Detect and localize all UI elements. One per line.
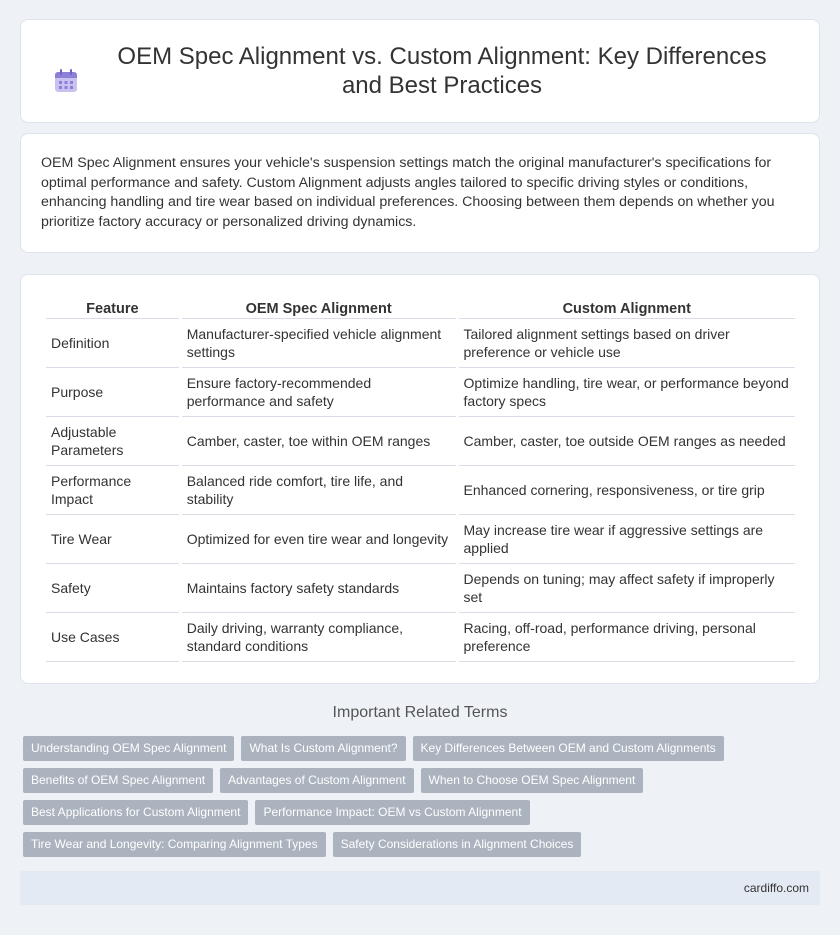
oem-cell: Optimized for even tire wear and longevity	[182, 515, 456, 564]
related-term-link[interactable]: Understanding OEM Spec Alignment	[23, 736, 234, 761]
table-row	[46, 613, 795, 662]
header-oem: OEM Spec Alignment	[182, 295, 456, 319]
related-term-link[interactable]: Advantages of Custom Alignment	[220, 768, 413, 793]
custom-cell: May increase tire wear if aggressive settings are applied	[459, 515, 795, 564]
table-row	[46, 466, 795, 515]
related-term-link[interactable]: Best Applications for Custom Alignment	[23, 800, 248, 825]
footer	[20, 871, 820, 905]
feature-cell: Adjustable Parameters	[46, 417, 179, 466]
oem-cell: Ensure factory-recommended performance and safety	[182, 368, 456, 417]
header-feature: Feature	[46, 295, 179, 319]
table-row	[46, 368, 795, 417]
title-card	[20, 19, 820, 123]
site-name[interactable]: cardiffo.com	[743, 881, 809, 895]
comparison-table	[43, 295, 798, 662]
custom-cell: Tailored alignment settings based on driver preference or vehicle use	[459, 319, 795, 368]
table-row	[46, 319, 795, 368]
related-term-link[interactable]: Performance Impact: OEM vs Custom Alignment	[255, 800, 529, 825]
related-terms-list	[23, 736, 813, 864]
related-term-link[interactable]: Benefits of OEM Spec Alignment	[23, 768, 213, 793]
feature-cell: Performance Impact	[46, 466, 179, 515]
header-custom: Custom Alignment	[459, 295, 795, 319]
page-title: OEM Spec Alignment vs. Custom Alignment: Key Differences and Best Practices	[117, 43, 767, 99]
feature-cell: Definition	[46, 319, 179, 368]
feature-cell: Tire Wear	[46, 515, 179, 564]
calendar-icon	[53, 68, 79, 94]
table-header-row	[46, 295, 795, 319]
feature-cell: Use Cases	[46, 613, 179, 662]
custom-cell: Racing, off-road, performance driving, personal preference	[459, 613, 795, 662]
comparison-card	[20, 274, 820, 684]
related-term-link[interactable]: Key Differences Between OEM and Custom Alignments	[413, 736, 724, 761]
table-row	[46, 515, 795, 564]
oem-cell: Camber, caster, toe within OEM ranges	[182, 417, 456, 466]
related-term-link[interactable]: Safety Considerations in Alignment Choices	[333, 832, 582, 857]
custom-cell: Optimize handling, tire wear, or performance beyond factory specs	[459, 368, 795, 417]
related-term-link[interactable]: When to Choose OEM Spec Alignment	[421, 768, 644, 793]
oem-cell: Manufacturer-specified vehicle alignment settings	[182, 319, 456, 368]
intro-card	[20, 133, 820, 253]
related-term-link[interactable]: What Is Custom Alignment?	[241, 736, 405, 761]
oem-cell: Maintains factory safety standards	[182, 564, 456, 613]
table-row	[46, 417, 795, 466]
custom-cell: Depends on tuning; may affect safety if improperly set	[459, 564, 795, 613]
custom-cell: Enhanced cornering, responsiveness, or tire grip	[459, 466, 795, 515]
custom-cell: Camber, caster, toe outside OEM ranges as needed	[459, 417, 795, 466]
feature-cell: Safety	[46, 564, 179, 613]
related-terms-heading: Important Related Terms	[332, 704, 508, 721]
feature-cell: Purpose	[46, 368, 179, 417]
related-term-link[interactable]: Tire Wear and Longevity: Comparing Alignment Types	[23, 832, 326, 857]
intro-paragraph: OEM Spec Alignment ensures your vehicle's suspension settings match the original manufacturer's specifications for optimal performance and safety. Custom Alignment adjusts angles tailored to specific driving styles or conditions, enhancing handling and tire wear based on individual preferences. Choosing between them depends on whether you prioritize factory accuracy or personalized driving dynamics.	[41, 155, 775, 230]
oem-cell: Balanced ride comfort, tire life, and stability	[182, 466, 456, 515]
table-row	[46, 564, 795, 613]
oem-cell: Daily driving, warranty compliance, standard conditions	[182, 613, 456, 662]
